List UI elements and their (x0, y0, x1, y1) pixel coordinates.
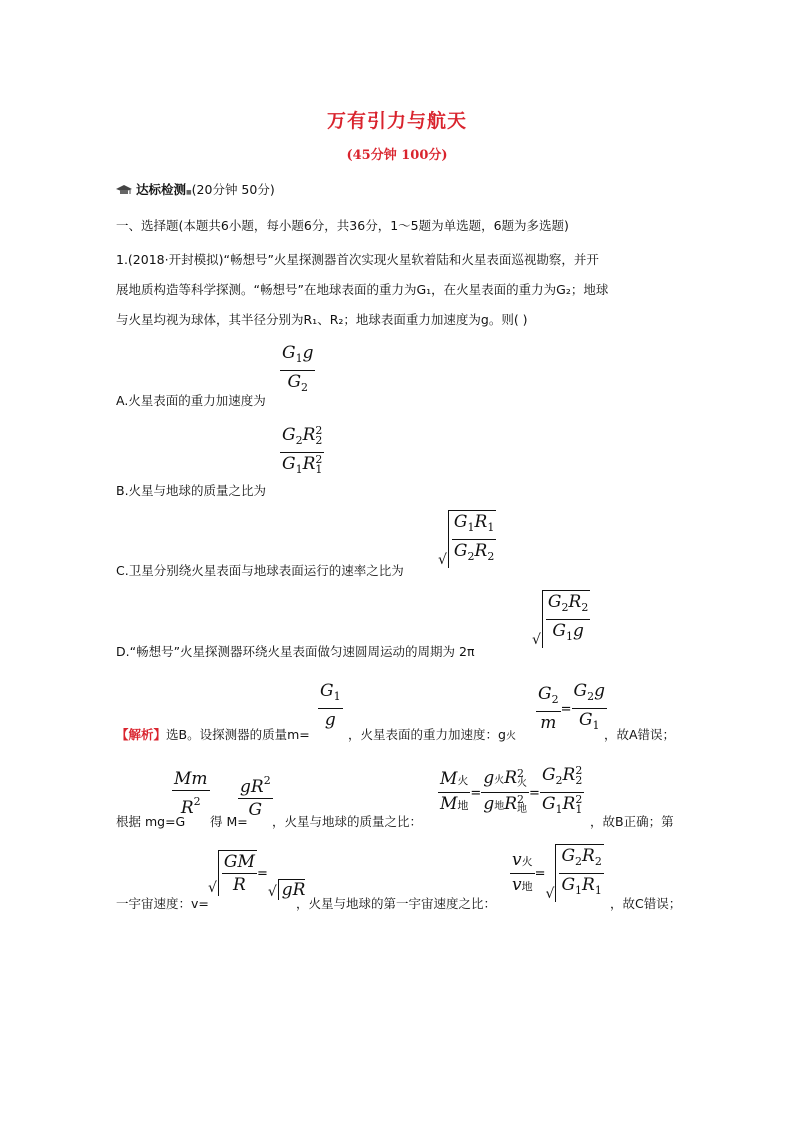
analysis-text: ，故A错误； (604, 727, 676, 742)
section-label: 达标检测 (135, 182, 186, 197)
analysis-tag: 【解析】 (116, 727, 167, 742)
section-marker: ■ (186, 189, 192, 196)
section-header (116, 182, 275, 201)
analysis-text: ，火星与地球的第一宇宙速度之比： (296, 896, 497, 911)
page-title: 万有引力与航天 (326, 110, 467, 132)
analysis-line-1: 【解析】选B。设探测器的质量m= (116, 727, 310, 742)
analysis-mass-ratio: $\frac{\text{M火}}{\text{M地}}$ = g火R 2 火 g地R 2 地 = $G_2R$ 2 2 $G_1R$ 2 1 (440, 763, 583, 816)
analysis-gravitation-formula: $\frac{Mm}{R^2}$ (174, 769, 208, 818)
analysis-velocity-formula: √ $\frac{GM}{R}$ = √ gR (208, 852, 306, 900)
question-line: 与火星均视为球体，其半径分别为R₁、R₂；地球表面重力加速度为g。则( ) (116, 312, 528, 327)
analysis-text: 根据 mg=G (116, 814, 186, 829)
option-c-formula: √ $\frac{G_1R_1}{G_2R_2}$ (438, 512, 495, 568)
option-b: B.火星与地球的质量之比为 (116, 483, 267, 498)
graduation-cap-icon (116, 185, 132, 195)
analysis-text: ，故B正确；第 (590, 814, 674, 829)
part-heading: 一、选择题(本题共6小题，每小题6分，共36分，1～5题为单选题，6题为多选题) (116, 218, 569, 233)
section-detail: (20分钟 50分) (191, 182, 275, 197)
analysis-gravity-formula: $\frac{G_2}{m}$ = $\frac{G_2g}{G_1}$ (538, 681, 605, 733)
page-subtitle: (45分钟 100分) (346, 148, 448, 163)
analysis-text: 得 M= (210, 814, 248, 829)
analysis-text: ，故C错误； (610, 896, 682, 911)
option-d: D.“畅想号”火星探测器环绕火星表面做匀速圆周运动的周期为 2π (116, 644, 475, 659)
analysis-text: ，火星与地球的质量之比： (272, 814, 423, 829)
analysis-velocity-ratio: $\frac{\text{v火}}{\text{v地}}$ = √ $\frac{G_2R_2}{G_1R_1}$ (512, 846, 602, 902)
analysis-text: ，火星表面的重力加速度：g火 (348, 727, 516, 742)
analysis-mass-result: $\frac{gR^2}{G}$ (240, 774, 271, 820)
analysis-mass-formula: $\frac{G_1}{g}$ (320, 681, 341, 730)
option-a-formula: $\frac{G_1g}{G_2}$ (282, 343, 314, 394)
option-c: C.卫星分别绕火星表面与地球表面运行的速率之比为 (116, 563, 404, 578)
option-b-formula: $G_2R$ 2 2 $G_1R$ 2 1 (282, 423, 323, 476)
option-d-formula: √ $\frac{G_2R_2}{G_1g}$ (532, 592, 589, 648)
question-line: 1.(2018·开封模拟)“畅想号”火星探测器首次实现火星软着陆和火星表面巡视勘察，并开 (116, 252, 599, 267)
question-line: 展地质构造等科学探测。“畅想号”在地球表面的重力为G₁，在火星表面的重力为G₂；地球 (116, 282, 609, 297)
analysis-text: 一宇宙速度：v= (116, 896, 209, 911)
option-a: A.火星表面的重力加速度为 (116, 393, 266, 408)
